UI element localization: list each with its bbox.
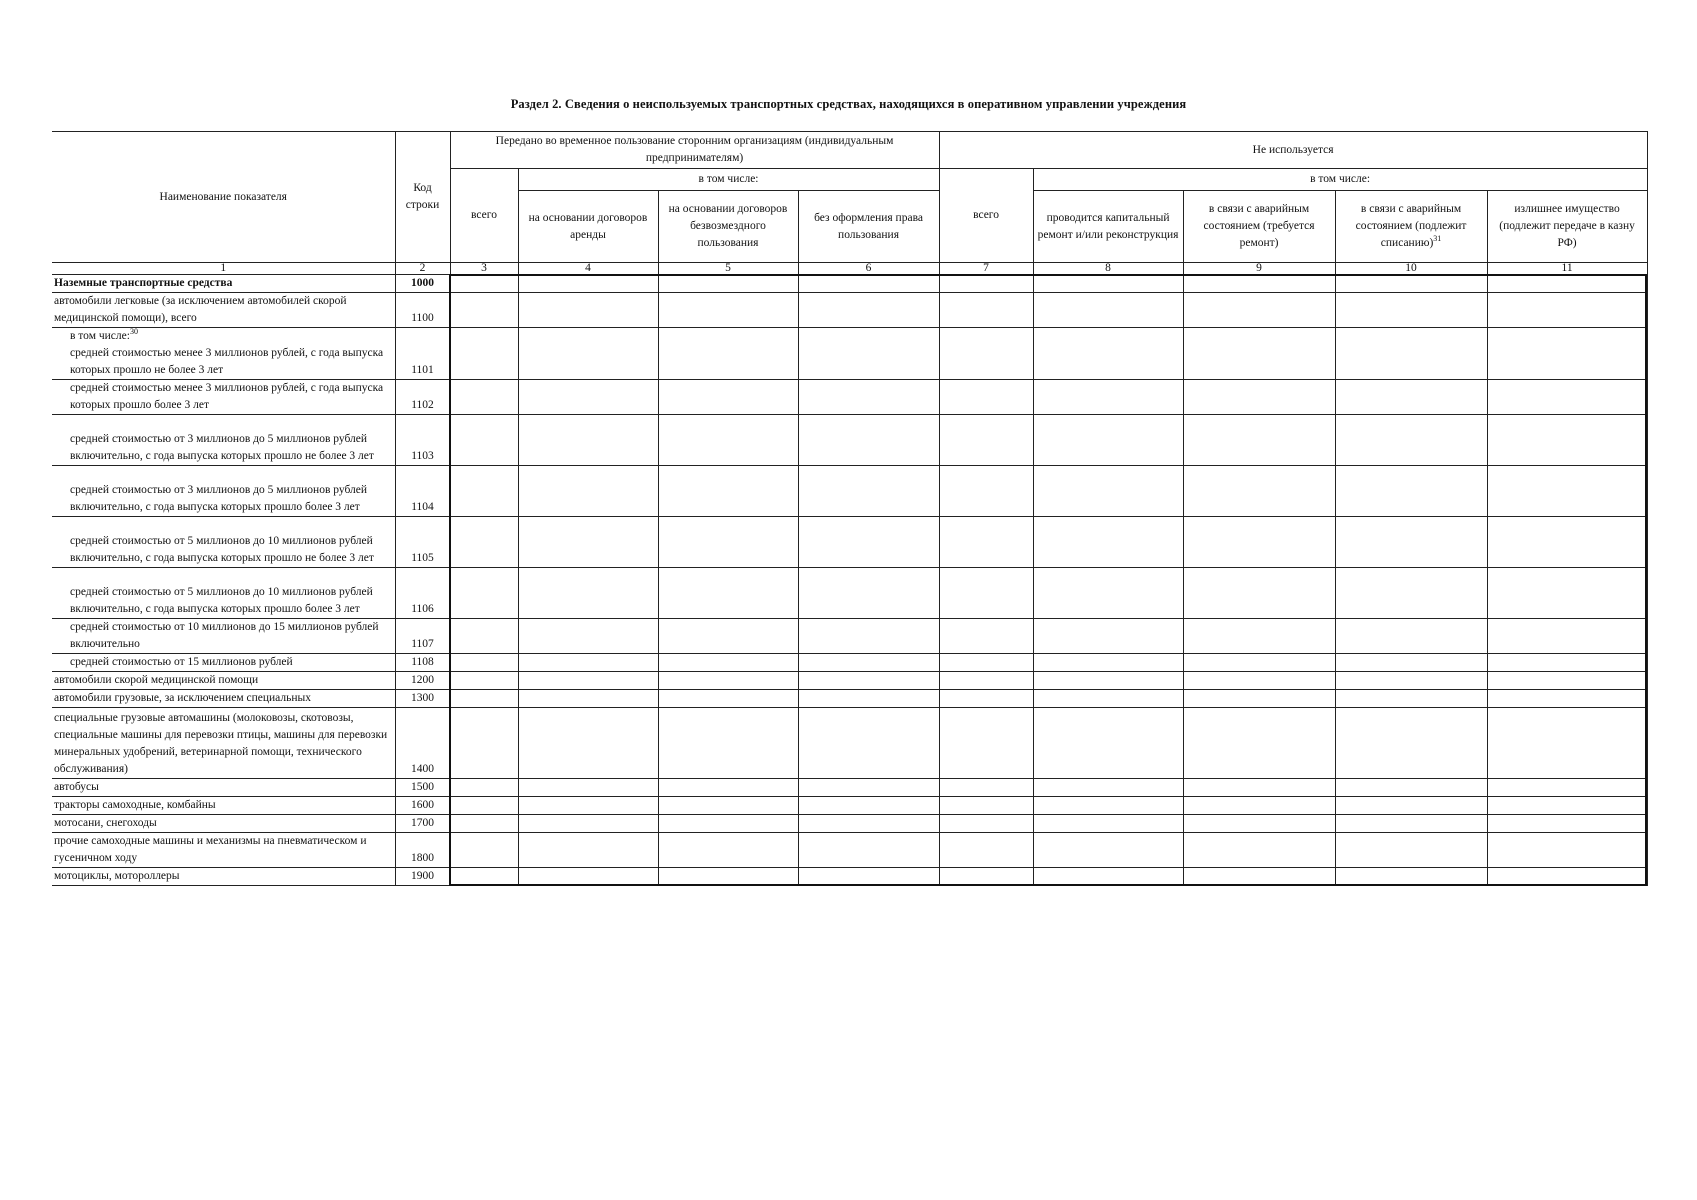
column-number: 3 bbox=[450, 263, 518, 275]
row-name bbox=[52, 815, 395, 833]
data-cell[interactable] bbox=[798, 517, 939, 568]
data-cell[interactable] bbox=[939, 619, 1033, 654]
data-cell[interactable] bbox=[1033, 466, 1183, 517]
data-cell[interactable] bbox=[1487, 568, 1647, 619]
row-label: средней стоимостью менее 3 миллионов рублей, с года выпуска которых прошло не более 3 лет bbox=[70, 347, 384, 376]
data-cell[interactable] bbox=[1183, 672, 1335, 690]
data-cell[interactable] bbox=[1335, 328, 1487, 380]
data-cell[interactable] bbox=[518, 293, 658, 328]
data-cell[interactable] bbox=[1183, 275, 1335, 293]
row-code: 1103 bbox=[395, 415, 450, 466]
row-code: 1600 bbox=[395, 797, 450, 815]
row-name bbox=[52, 833, 395, 868]
data-cell[interactable] bbox=[450, 654, 518, 672]
data-cell[interactable] bbox=[798, 328, 939, 380]
row-name bbox=[52, 708, 395, 779]
column-number: 8 bbox=[1033, 263, 1183, 275]
row-code: 1400 bbox=[395, 708, 450, 779]
table-row bbox=[52, 380, 1647, 415]
row-code: 1102 bbox=[395, 380, 450, 415]
row-label: автомобили грузовые, за исключением специальных bbox=[54, 692, 311, 704]
row-name bbox=[52, 293, 395, 328]
header-not-used: Не используется bbox=[939, 132, 1647, 169]
data-cell[interactable] bbox=[1335, 833, 1487, 868]
data-cell[interactable] bbox=[1335, 654, 1487, 672]
row-label: прочие самоходные машины и механизмы на пневматическом и гусеничном ходу bbox=[54, 835, 367, 864]
data-cell[interactable] bbox=[658, 293, 798, 328]
data-cell[interactable] bbox=[450, 415, 518, 466]
data-cell[interactable] bbox=[518, 868, 658, 886]
data-cell[interactable] bbox=[658, 328, 798, 380]
data-cell[interactable] bbox=[450, 797, 518, 815]
data-cell[interactable] bbox=[798, 568, 939, 619]
data-cell[interactable] bbox=[798, 868, 939, 886]
data-cell[interactable] bbox=[939, 797, 1033, 815]
data-cell[interactable] bbox=[1487, 415, 1647, 466]
data-cell[interactable] bbox=[1335, 708, 1487, 779]
data-cell[interactable] bbox=[939, 690, 1033, 708]
data-cell[interactable] bbox=[939, 517, 1033, 568]
data-cell[interactable] bbox=[450, 568, 518, 619]
data-cell[interactable] bbox=[1487, 654, 1647, 672]
data-cell[interactable] bbox=[658, 619, 798, 654]
data-cell[interactable] bbox=[450, 690, 518, 708]
data-cell[interactable] bbox=[658, 815, 798, 833]
row-label: мотосани, снегоходы bbox=[54, 817, 157, 829]
data-cell[interactable] bbox=[798, 275, 939, 293]
data-cell[interactable] bbox=[1033, 815, 1183, 833]
data-cell[interactable] bbox=[658, 672, 798, 690]
table-row bbox=[52, 779, 1647, 797]
data-cell[interactable] bbox=[658, 708, 798, 779]
data-cell[interactable] bbox=[798, 708, 939, 779]
row-name bbox=[52, 466, 395, 517]
data-cell[interactable] bbox=[1033, 868, 1183, 886]
row-code: 1500 bbox=[395, 779, 450, 797]
table-row bbox=[52, 868, 1647, 886]
data-cell[interactable] bbox=[450, 517, 518, 568]
data-cell[interactable] bbox=[518, 568, 658, 619]
data-cell[interactable] bbox=[1487, 380, 1647, 415]
header-total-not-used: всего bbox=[939, 169, 1033, 263]
data-cell[interactable] bbox=[1183, 415, 1335, 466]
data-cell[interactable] bbox=[1033, 275, 1183, 293]
data-cell[interactable] bbox=[658, 868, 798, 886]
row-code: 1300 bbox=[395, 690, 450, 708]
data-cell[interactable] bbox=[518, 275, 658, 293]
data-cell[interactable] bbox=[658, 568, 798, 619]
data-cell[interactable] bbox=[1183, 833, 1335, 868]
data-cell[interactable] bbox=[939, 672, 1033, 690]
data-cell[interactable] bbox=[1183, 293, 1335, 328]
data-cell[interactable] bbox=[658, 517, 798, 568]
column-number: 9 bbox=[1183, 263, 1335, 275]
header-col6: без оформления права пользования bbox=[798, 191, 939, 263]
data-cell[interactable] bbox=[1487, 672, 1647, 690]
data-cell[interactable] bbox=[658, 654, 798, 672]
data-cell[interactable] bbox=[450, 833, 518, 868]
column-number: 7 bbox=[939, 263, 1033, 275]
column-number: 5 bbox=[658, 263, 798, 275]
data-cell[interactable] bbox=[1033, 708, 1183, 779]
footnote-marker: 30 bbox=[129, 327, 138, 337]
data-cell[interactable] bbox=[450, 619, 518, 654]
row-label: средней стоимостью от 10 миллионов до 15 миллионов рублей включительно bbox=[70, 621, 379, 650]
data-cell[interactable] bbox=[450, 672, 518, 690]
row-label: средней стоимостью от 15 миллионов рублей bbox=[70, 656, 293, 668]
row-name bbox=[52, 275, 395, 293]
data-cell[interactable] bbox=[658, 466, 798, 517]
data-cell[interactable] bbox=[1335, 619, 1487, 654]
data-cell[interactable] bbox=[658, 690, 798, 708]
row-label: Наземные транспортные средства bbox=[54, 277, 233, 289]
data-cell[interactable] bbox=[1335, 779, 1487, 797]
data-cell[interactable] bbox=[658, 779, 798, 797]
data-cell[interactable] bbox=[658, 380, 798, 415]
row-code: 1100 bbox=[395, 293, 450, 328]
row-code: 1107 bbox=[395, 619, 450, 654]
table-row bbox=[52, 690, 1647, 708]
row-name bbox=[52, 619, 395, 654]
data-cell[interactable] bbox=[1487, 779, 1647, 797]
data-cell[interactable] bbox=[658, 275, 798, 293]
data-cell[interactable] bbox=[1033, 568, 1183, 619]
data-cell[interactable] bbox=[1335, 415, 1487, 466]
column-number: 10 bbox=[1335, 263, 1487, 275]
data-cell[interactable] bbox=[1183, 690, 1335, 708]
data-cell[interactable] bbox=[450, 275, 518, 293]
row-name bbox=[52, 380, 395, 415]
header-col8: проводится капитальный ремонт и/или реконструкция bbox=[1033, 191, 1183, 263]
data-cell[interactable] bbox=[518, 672, 658, 690]
column-number: 4 bbox=[518, 263, 658, 275]
data-cell[interactable] bbox=[450, 380, 518, 415]
row-name bbox=[52, 672, 395, 690]
table-row bbox=[52, 517, 1647, 568]
report-table bbox=[52, 131, 1647, 932]
data-cell[interactable] bbox=[939, 466, 1033, 517]
row-code: 1104 bbox=[395, 466, 450, 517]
header-col9: в связи с аварийным состоянием (требуется ремонт) bbox=[1183, 191, 1335, 263]
row-code: 1108 bbox=[395, 654, 450, 672]
column-numbers bbox=[52, 263, 1647, 275]
data-cell[interactable] bbox=[518, 690, 658, 708]
data-cell[interactable] bbox=[1033, 833, 1183, 868]
data-cell[interactable] bbox=[798, 466, 939, 517]
data-cell[interactable] bbox=[798, 293, 939, 328]
data-cell[interactable] bbox=[1487, 328, 1647, 380]
data-cell[interactable] bbox=[1487, 833, 1647, 868]
header-including-not-used: в том числе: bbox=[1033, 169, 1647, 191]
row-code: 1800 bbox=[395, 833, 450, 868]
data-cell[interactable] bbox=[939, 779, 1033, 797]
data-cell[interactable] bbox=[1033, 415, 1183, 466]
table-row bbox=[52, 293, 1647, 328]
data-cell[interactable] bbox=[450, 815, 518, 833]
section-title: Раздел 2. Сведения о неиспользуемых транспортных средствах, находящихся в оперативном управлении учреждения bbox=[510, 97, 1187, 111]
data-cell[interactable] bbox=[450, 466, 518, 517]
data-cell[interactable] bbox=[939, 328, 1033, 380]
data-cell[interactable] bbox=[1487, 690, 1647, 708]
data-cell[interactable] bbox=[1335, 293, 1487, 328]
data-cell[interactable] bbox=[518, 415, 658, 466]
header-transferred: Передано во временное пользование сторонним организациям (индивидуальным предпринимателям) bbox=[450, 132, 939, 169]
data-cell[interactable] bbox=[518, 654, 658, 672]
data-cell[interactable] bbox=[518, 380, 658, 415]
data-cell[interactable] bbox=[1487, 275, 1647, 293]
data-cell[interactable] bbox=[939, 415, 1033, 466]
header-total-transferred: всего bbox=[450, 169, 518, 263]
row-name bbox=[52, 690, 395, 708]
data-cell[interactable] bbox=[939, 275, 1033, 293]
data-cell[interactable] bbox=[1033, 380, 1183, 415]
data-cell[interactable] bbox=[518, 833, 658, 868]
table-row bbox=[52, 415, 1647, 466]
row-name bbox=[52, 517, 395, 568]
data-cell[interactable] bbox=[450, 293, 518, 328]
table-row bbox=[52, 275, 1647, 293]
table-row bbox=[52, 466, 1647, 517]
table-row bbox=[52, 797, 1647, 815]
row-name bbox=[52, 568, 395, 619]
row-label: автобусы bbox=[54, 781, 99, 793]
row-code: 1106 bbox=[395, 568, 450, 619]
data-cell[interactable] bbox=[1335, 517, 1487, 568]
data-cell[interactable] bbox=[658, 833, 798, 868]
data-cell[interactable] bbox=[798, 797, 939, 815]
data-cell[interactable] bbox=[939, 708, 1033, 779]
data-cell[interactable] bbox=[1487, 797, 1647, 815]
data-cell[interactable] bbox=[518, 708, 658, 779]
data-cell[interactable] bbox=[798, 380, 939, 415]
header-col5: на основании договоров безвозмездного пользования bbox=[658, 191, 798, 263]
row-name bbox=[52, 415, 395, 466]
data-cell[interactable] bbox=[939, 293, 1033, 328]
data-cell[interactable] bbox=[1183, 568, 1335, 619]
data-cell[interactable] bbox=[1183, 868, 1335, 886]
data-cell[interactable] bbox=[518, 779, 658, 797]
row-prefix-text: в том числе: bbox=[70, 330, 130, 342]
header-col10: в связи с аварийным состоянием (подлежит списанию)$^{31}$ bbox=[1335, 191, 1487, 263]
data-cell[interactable] bbox=[939, 654, 1033, 672]
data-cell[interactable] bbox=[1335, 380, 1487, 415]
header-including-transferred: в том числе: bbox=[518, 169, 939, 191]
column-number: 6 bbox=[798, 263, 939, 275]
data-cell[interactable] bbox=[518, 328, 658, 380]
data-cell[interactable] bbox=[939, 833, 1033, 868]
row-label: средней стоимостью от 5 миллионов до 10 миллионов рублей включительно, с года выпуска которых прошло не более 3 лет bbox=[70, 535, 374, 564]
table-row bbox=[52, 708, 1647, 779]
data-cell[interactable] bbox=[1487, 293, 1647, 328]
row-code: 1105 bbox=[395, 517, 450, 568]
column-number: 1 bbox=[52, 263, 395, 275]
data-cell[interactable] bbox=[798, 672, 939, 690]
row-code: 1900 bbox=[395, 868, 450, 886]
data-cell[interactable] bbox=[1487, 815, 1647, 833]
row-label: средней стоимостью менее 3 миллионов рублей, с года выпуска которых прошло более 3 лет bbox=[70, 382, 384, 411]
data-cell[interactable] bbox=[518, 517, 658, 568]
data-cell[interactable] bbox=[450, 328, 518, 380]
data-cell[interactable] bbox=[798, 415, 939, 466]
row-code: 1200 bbox=[395, 672, 450, 690]
data-cell[interactable] bbox=[1183, 779, 1335, 797]
data-cell[interactable] bbox=[798, 815, 939, 833]
data-cell[interactable] bbox=[939, 815, 1033, 833]
data-cell[interactable] bbox=[798, 654, 939, 672]
row-label: тракторы самоходные, комбайны bbox=[54, 799, 216, 811]
data-cell[interactable] bbox=[1183, 797, 1335, 815]
data-cell[interactable] bbox=[1487, 619, 1647, 654]
row-name bbox=[52, 797, 395, 815]
table-row bbox=[52, 568, 1647, 619]
data-cell[interactable] bbox=[1033, 293, 1183, 328]
header-col11: излишнее имущество (подлежит передаче в казну РФ) bbox=[1487, 191, 1647, 263]
data-cell[interactable] bbox=[1033, 779, 1183, 797]
row-label: автомобили легковые (за исключением автомобилей скорой медицинской помощи), всего bbox=[54, 295, 347, 324]
data-cell[interactable] bbox=[1335, 275, 1487, 293]
row-name bbox=[52, 328, 395, 380]
data-cell[interactable] bbox=[1335, 672, 1487, 690]
row-name bbox=[52, 779, 395, 797]
data-cell[interactable] bbox=[1487, 466, 1647, 517]
data-cell[interactable] bbox=[1183, 466, 1335, 517]
data-cell[interactable] bbox=[1033, 517, 1183, 568]
data-cell[interactable] bbox=[1183, 328, 1335, 380]
table-row bbox=[52, 833, 1647, 868]
row-label: автомобили скорой медицинской помощи bbox=[54, 674, 259, 686]
data-cell[interactable] bbox=[1335, 568, 1487, 619]
data-cell[interactable] bbox=[1183, 380, 1335, 415]
data-cell[interactable] bbox=[518, 619, 658, 654]
row-label: средней стоимостью от 5 миллионов до 10 миллионов рублей включительно, с года выпуска которых прошло более 3 лет bbox=[70, 586, 373, 615]
row-code: 1101 bbox=[395, 328, 450, 380]
data-cell[interactable] bbox=[1183, 708, 1335, 779]
data-cell[interactable] bbox=[1487, 868, 1647, 886]
data-cell[interactable] bbox=[1183, 619, 1335, 654]
data-cell[interactable] bbox=[1335, 815, 1487, 833]
data-cell[interactable] bbox=[1033, 690, 1183, 708]
data-cell[interactable] bbox=[798, 690, 939, 708]
table-header bbox=[52, 132, 1647, 263]
data-cell[interactable] bbox=[1183, 654, 1335, 672]
data-cell[interactable] bbox=[658, 415, 798, 466]
row-label: средней стоимостью от 3 миллионов до 5 миллионов рублей включительно, с года выпуска которых прошло не более 3 лет bbox=[70, 433, 374, 462]
data-cell[interactable] bbox=[798, 833, 939, 868]
row-name bbox=[52, 654, 395, 672]
data-cell[interactable] bbox=[798, 779, 939, 797]
data-cell[interactable] bbox=[939, 568, 1033, 619]
row-code: 1700 bbox=[395, 815, 450, 833]
data-cell[interactable] bbox=[518, 466, 658, 517]
column-number: 11 bbox=[1487, 263, 1647, 275]
data-cell[interactable] bbox=[1033, 619, 1183, 654]
data-cell[interactable] bbox=[1335, 797, 1487, 815]
row-label: специальные грузовые автомашины (молоковозы, скотовозы, специальные машины для перевозки птицы, машины для перевозки минеральных удобрений, ветеринарной помощи, технического обслуживания) bbox=[54, 712, 388, 775]
data-cell[interactable] bbox=[939, 380, 1033, 415]
data-cell[interactable] bbox=[1335, 466, 1487, 517]
table-row bbox=[52, 619, 1647, 654]
data-cell[interactable] bbox=[1335, 690, 1487, 708]
row-code: 1000 bbox=[395, 275, 450, 293]
table-row bbox=[52, 672, 1647, 690]
data-cell[interactable] bbox=[1033, 797, 1183, 815]
row-name bbox=[52, 868, 395, 886]
header-col4: на основании договоров аренды bbox=[518, 191, 658, 263]
data-cell[interactable] bbox=[1487, 517, 1647, 568]
table-row bbox=[52, 654, 1647, 672]
row-label: мотоциклы, мотороллеры bbox=[54, 870, 180, 882]
data-cell[interactable] bbox=[450, 779, 518, 797]
data-cell[interactable] bbox=[1033, 672, 1183, 690]
data-cell[interactable] bbox=[798, 619, 939, 654]
data-cell[interactable] bbox=[1033, 654, 1183, 672]
data-cell[interactable] bbox=[1183, 815, 1335, 833]
data-cell[interactable] bbox=[450, 708, 518, 779]
data-cell[interactable] bbox=[939, 868, 1033, 886]
data-cell[interactable] bbox=[1183, 517, 1335, 568]
table-row bbox=[52, 328, 1647, 380]
table-body bbox=[52, 275, 1647, 886]
data-cell[interactable] bbox=[450, 868, 518, 886]
data-cell[interactable] bbox=[1335, 868, 1487, 886]
table-row bbox=[52, 815, 1647, 833]
header-name: Наименование показателя bbox=[52, 132, 395, 263]
data-cell[interactable] bbox=[658, 797, 798, 815]
column-number: 2 bbox=[395, 263, 450, 275]
data-cell[interactable] bbox=[1487, 708, 1647, 779]
data-cell[interactable] bbox=[518, 815, 658, 833]
data-cell[interactable] bbox=[518, 797, 658, 815]
header-code: Код строки bbox=[395, 132, 450, 263]
row-label: средней стоимостью от 3 миллионов до 5 миллионов рублей включительно, с года выпуска которых прошло более 3 лет bbox=[70, 484, 368, 513]
data-cell[interactable] bbox=[1033, 328, 1183, 380]
row-prefix bbox=[70, 328, 393, 345]
